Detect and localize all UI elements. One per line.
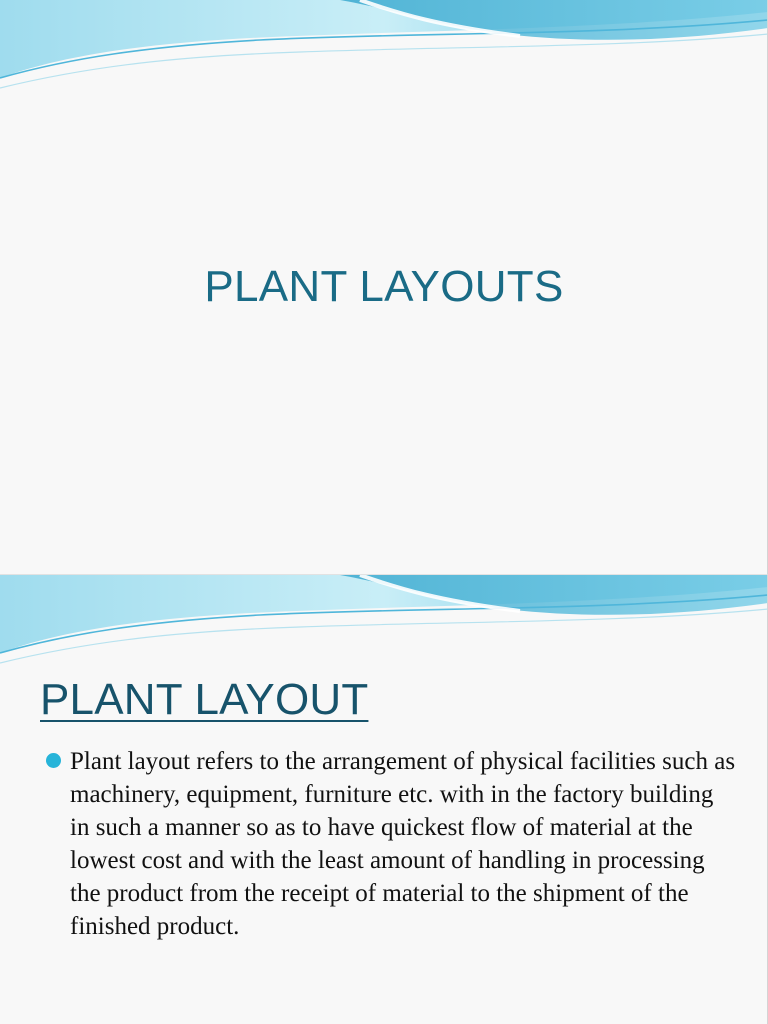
header-wave-decoration (0, 0, 768, 100)
slide-heading: PLANT LAYOUT (40, 675, 369, 724)
list-item (46, 745, 736, 943)
bullet-text: Plant layout refers to the arrangement of physical facilities such as machinery, equipment, furniture etc. with in the factory building in such a manner so as to have quickest flow of material at the lowest cost and with the least amount of handling in processing the product from the receipt of material to the shipment of the finished product. (70, 748, 736, 940)
bullet-dot-icon (46, 753, 61, 768)
bullet-list (46, 745, 736, 943)
presentation-title: PLANT LAYOUTS (204, 262, 564, 311)
content-slide (0, 574, 768, 1024)
header-wave-decoration (0, 575, 768, 675)
